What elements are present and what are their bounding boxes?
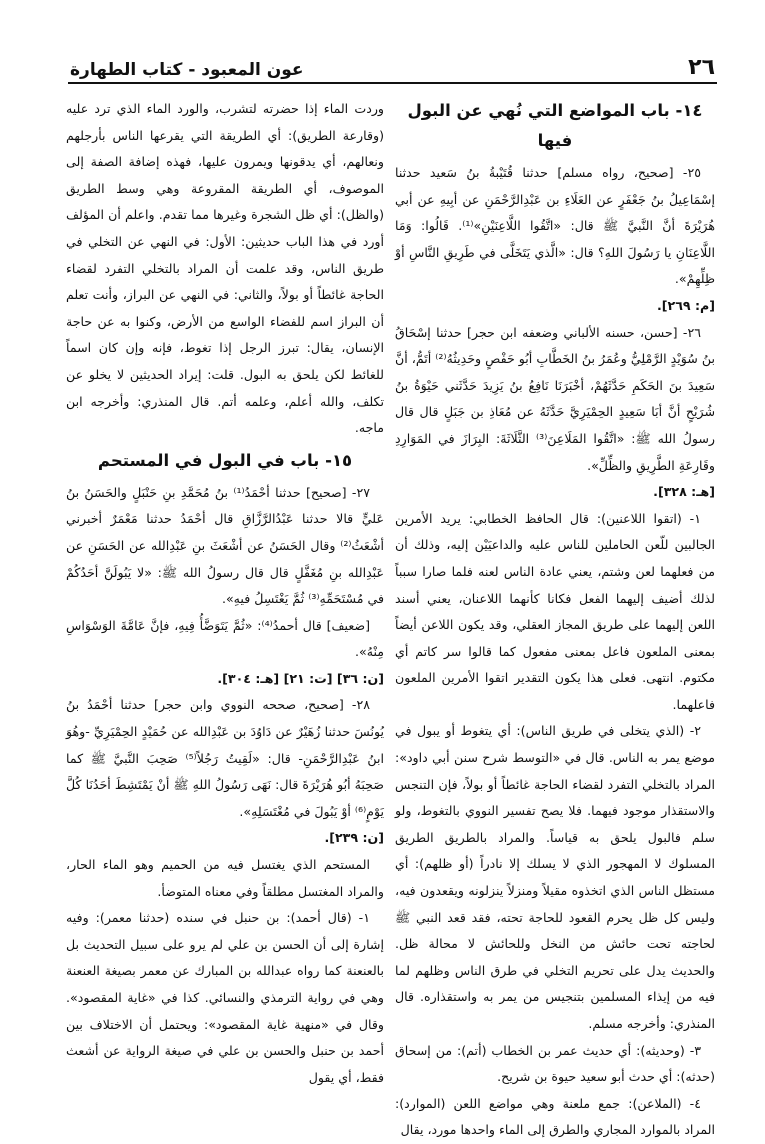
hadith-25-ref: [م: ٢٦٩].: [656, 297, 715, 313]
commentary-note-3: ٣- (وحديثه): أي حديث عمر بن الخطاب (أتم): من إسحاق (حدثه): أي حدث أبو سعيد حيوة بن شريح.: [395, 1042, 715, 1085]
chapter-15-title: ١٥- باب في البول في المستحم: [97, 450, 353, 470]
commentary-note-2: ٢- (الذي يتخلى في طريق الناس): أي يتغوط أو يبول في موضع يمر به الناس. قال في «التوسط شرح سنن أبي داود»: المراد بالتخلي التفرد لقضاء الحاجة غائطاً أو بولاً، فإن التنجس والاستقذار موجود فيهما. فلا يصح تفسير النووي بالتغوط، ولو سلم فالبول يلحق به قياساً. والمراد بالطريق الطريق المسلوك لا المهجور الذي لا يسلك إلا نادراً (أو ظلهم): أي مستظل الناس الذي اتخذوه مقيلاً ومنزلاً ينزلونه ويقعدون فيه، وليس كل ظل يحرم القعود للحاجة تحته، فقد قعد النبي ﷺ لحاجته تحت حائش من النخل وللحائش لا محالة ظل. والحديث يدل على تحريم التخلي في طرق الناس وظلهم لما فيه من إيذاء المسلمين بتنجيس من يمر به واستقذاره. قال المنذري: وأخرجه مسلم.: [395, 723, 715, 1031]
right-column: [395, 96, 715, 1144]
hadith-27: ٢٧- [صحيح] حدثنا أحْمَدُ⁽¹⁾ بنُ مُحَمَّدِ بنِ حَنْبَلٍ والحَسَنُ بنُ عَليٍّ قالا حدثنا عَبْدُالرَّزَّاقِ قال أحْمَدُ حدثنا مَعْمَرٌ أخبرني أشْعَثُ⁽²⁾ وقال الحَسَنُ عن أشْعَثَ بنِ عَبْدِالله عن الحَسَنِ عن عَبْدِالله بنِ مُغَفَّلٍ قال قال رسولُ الله ﷺ: «لا يَبُولَنَّ أحَدُكُمْ في مُسْتَحَمِّهِ⁽³⁾ ثُمَّ يَغْتَسِلُ فيهِ».: [66, 484, 384, 607]
hadith-26-ref: [هـ: ٣٢٨].: [653, 484, 715, 500]
left-column: [66, 96, 384, 1091]
page-header: [70, 44, 715, 80]
header-rule: [68, 82, 717, 84]
page-number: ٢٦: [688, 55, 715, 80]
hadith-28-ref: [ن: ٢٣٩].: [324, 830, 384, 846]
hadith-27-weak-addition: [ضعيف] قال أحمدُ⁽⁴⁾: «ثُمَّ يَتَوَضَّأُ فِيهِ، فإنَّ عَامَّةَ الوَسْوَاسِ مِنْهُ».: [66, 617, 384, 660]
hadith-28: ٢٨- [صحيح، صححه النووي وابن حجر] حدثنا أحْمَدُ بنُ يُونُسَ حدثنا زُهَيْرٌ عن دَاوُدَ بن عَبْدِالله عن حُمَيْدٍ الحِمْيَرِيِّ -وهُوَ ابنُ عَبْدِالرَّحْمَنِ- قال: «لَقِيتُ رَجُلاً⁽⁵⁾ صَحِبَ النَّبيَّ ﷺ كما صَحِبَهُ أبُو هُرَيْرَةَ قال: نَهَى رَسُولُ اللهِ ﷺ أنْ يَمْتَشِطَ أحَدُنَا كُلَّ يَوْمٍ⁽⁶⁾ أوْ يَبُولَ في مُغْتَسَلِهِ».: [66, 697, 384, 819]
hadith-25: ٢٥- [صحيح، رواه مسلم] حدثنا قُتَيْبةُ بنُ سَعيد حدثنا إسْمَاعِيلُ بنُ جَعْفَرٍ عن العَلَاءِ بن عَبْدِالرَّحْمَنِ عن أبِيهِ عن أبي هُرَيْرَةَ أنَّ النَّبيَّ ﷺ قال: «اتَّقُوا اللَّاعِنَيْنِ»⁽¹⁾. قَالُوا: وَمَا اللَّاعِنَانِ يا رَسُولَ اللهِ؟ قال: «الَّذي يَتَخَلَّى في طَرِيقِ النَّاسِ أوْ ظِلِّهِمْ».: [395, 165, 715, 287]
commentary-note-4: ٤- (الملاعن): جمع ملعنة وهي مواضع اللعن (الموارد): المراد بالموارد المجاري والطرق إلى الماء واحدها مورد، يقال: [395, 1095, 715, 1138]
commentary-note-1: ١- (اتقوا اللاعنين): قال الحافظ الخطابي: يريد الأمرين الجالبين للّعن الحاملين للناس عليه والداعيَيْن إليه، وذلك أن من فعلهما لعن وشتم، يعني عادة الناس لعنه فلما صارا سبباً لذلك أضيف إليهما الفعل فكانا كأنهما اللاعنان، يعني أسند اللعن إليهما على طريق المجاز العقلي، وقد يكون اللاعن أيضاً بمعنى الملعون فاعل بمعنى مفعول كما قالوا سر كاتم أي مكتوم. انتهى. فعلى هذا يكون التقدير اتقوا الأمرين الملعون فاعلهما.: [395, 510, 715, 712]
hadith-27-ref: [ن: ٣٦] [ت: ٢١] [هـ: ٣٠٤].: [217, 670, 384, 686]
mustahamm-definition: المستحم الذي يغتسل فيه من الحميم وهو الماء الحار، والمراد المغتسل مطلقاً وفي معناه المتوضأ.: [66, 857, 384, 899]
commentary-note-1-left: ١- (قال أحمد): بن حنبل في سنده (حدثنا معمر): وفيه إشارة إلى أن الحسن بن علي لم يرو على سبيل التحديث بل بالعنعنة كما رواه عبدالله بن المبارك عن معمر بصيغة العنعنة وهي في رواية الترمذي والنسائي. كذا في «غاية المقصود». وقال في «منهية غاية المقصود»: ويحتمل أن الاختلاف بين أحمد بن حنبل والحسن بن علي في صيغة الرواية عن أشعث فقط، أي يقول: [66, 910, 384, 1085]
running-title: عون المعبود - كتاب الطهارة: [70, 60, 304, 80]
continued-commentary: وردت الماء إذا حضرته لتشرب، والورد الماء الذي ترد عليه (وقارعة الطريق): أي الطريقة التي يقرعها الناس بأرجلهم ونعالهم، أي يدقونها ويمرون عليها، فهذه إضافة الصفة إلى الموصوف، أي الطريقة المقروعة وهي وسط الطريق (والظل): أي ظل الشجرة وغيرها مما تقدم. واعلم أن المؤلف أورد في هذا الباب حديثين: الأول: في النهي عن التخلي في طريق الناس، وقد علمت أن المراد بالتخلي التفرد لقضاء الحاجة غائطاً أو بولاً، والثاني: في النهي عن البراز، وأنت تعلم أن البراز اسم للفضاء الواسع من الأرض، وكنوا به عن حاجة الإنسان، يقال: تبرز الرجل إذا تغوط، فإنه وإن كان اسماً للغائط لكن يلحق به البول. قلت: إيراد الحديثين لا يخلو عن تكلف، والله أعلم، وعلمه أتم. قال المنذري: وأخرجه ابن ماجه.: [66, 101, 384, 436]
chapter-14-title: ١٤- باب المواضع التي نُهي عن البول فيها: [407, 101, 703, 150]
hadith-26: ٢٦- [حسن، حسنه الألباني وضعفه ابن حجر] حدثنا إسْحَاقُ بنُ سُوَيْدٍ الرَّمْلِيُّ وعُمَرُ بنُ الخَطَّابِ أبُو حَفْصٍ وحَدِيثُهُ⁽²⁾ أتَمُّ، أنَّ سَعِيدَ بنَ الحَكَمِ حَدَّثَهُمْ، أخْبَرَنَا نَافِعُ بنُ يَزِيدَ حَدَّثَني حَيْوَةُ بنُ شُرَيْحٍ أنَّ أبَا سَعِيدٍ الحِمْيَرِيَّ حَدَّثَهُ عن مُعَاذِ بن جَبَلٍ قال قال رسولُ الله ﷺ: «اتَّقُوا المَلَاعِنَ⁽³⁾ الثَّلَاثَةَ: البِرَازَ في المَوَارِدِ وقَارِعَةِ الطَّرِيقِ والظِّلِّ».: [395, 324, 715, 473]
